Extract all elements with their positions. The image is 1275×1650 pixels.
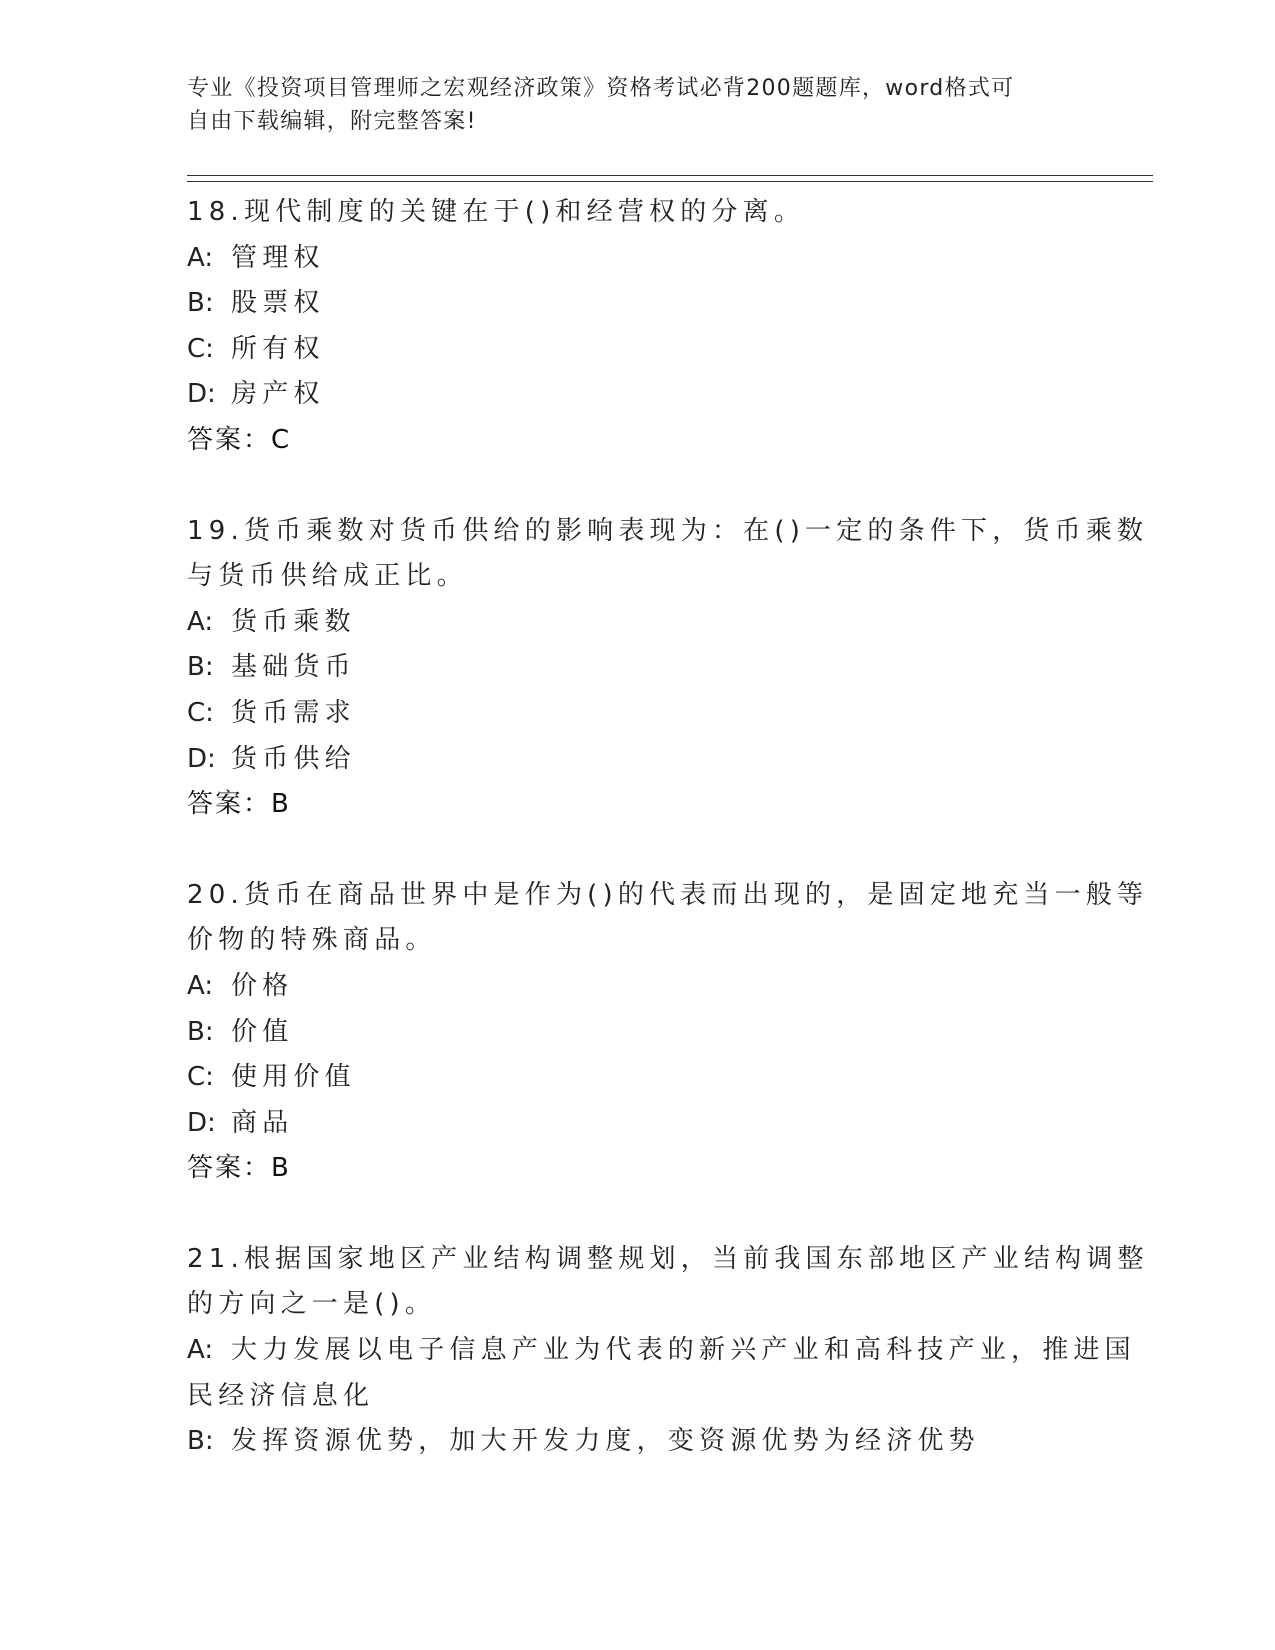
divider-line-bottom	[187, 181, 1153, 182]
option-text: 大力发展以电子信息产业为代表的新兴产业和高科技产业，推进国	[231, 1335, 1136, 1366]
option-text: 管理权	[231, 242, 325, 273]
option-key: B:	[187, 1426, 214, 1457]
question-stem-line: 20.货币在商品世界中是作为()的代表而出现的，是固定地充当一般等	[187, 879, 1149, 910]
option-text: 民经济信息化	[187, 1380, 375, 1411]
option-key: B:	[187, 288, 214, 319]
divider-line-top	[187, 175, 1153, 176]
option-key: D:	[187, 743, 216, 774]
option-line	[187, 737, 1087, 783]
question-block	[187, 873, 1149, 1192]
option-key: D:	[187, 379, 216, 410]
option-text: 价值	[231, 1016, 294, 1047]
option-text: 使用价值	[231, 1062, 356, 1093]
option-text: 所有权	[231, 333, 325, 364]
question-stem-line: 18.现代制度的关键在于()和经营权的分离。	[187, 197, 806, 227]
option-key: C:	[187, 697, 214, 728]
option-key: D:	[187, 1107, 216, 1138]
option-line	[187, 236, 1087, 282]
option-text: 商品	[231, 1107, 294, 1138]
option-text: 价格	[231, 970, 294, 1001]
option-line	[187, 372, 1087, 418]
option-key: A:	[187, 242, 214, 273]
option-key: C:	[187, 333, 214, 364]
question-list	[187, 190, 1149, 1510]
option-line	[187, 645, 1087, 691]
option-key: C:	[187, 1062, 214, 1093]
question-block	[187, 1237, 1149, 1465]
option-line	[187, 1010, 1087, 1056]
answer-line: 答案：C	[187, 424, 292, 455]
option-text: 货币需求	[231, 697, 356, 728]
header-line-2: 自由下载编辑，附完整答案!	[187, 109, 477, 134]
document-header	[187, 72, 1087, 138]
answer-line: 答案：B	[187, 789, 291, 820]
option-line	[187, 1101, 1087, 1147]
option-line	[187, 1374, 1087, 1420]
option-line	[187, 1328, 1136, 1374]
option-text: 发挥资源优势，加大开发力度，变资源优势为经济优势	[231, 1426, 980, 1457]
question-stem-line: 的方向之一是()。	[187, 1289, 437, 1320]
question-block	[187, 509, 1149, 828]
header-line-1: 专业《投资项目管理师之宏观经济政策》资格考试必背200题题库，word格式可	[187, 76, 1015, 101]
question-stem-line: 与货币供给成正比。	[187, 561, 468, 592]
option-key: B:	[187, 652, 214, 683]
option-line	[187, 964, 1087, 1010]
option-line	[187, 281, 1087, 327]
answer-line: 答案：B	[187, 1153, 291, 1184]
option-text: 房产权	[231, 379, 325, 410]
question-block	[187, 190, 1087, 464]
option-key: A:	[187, 970, 214, 1001]
question-stem-line: 19.货币乘数对货币供给的影响表现为：在()一定的条件下，货币乘数	[187, 515, 1149, 546]
option-text: 股票权	[231, 288, 325, 319]
option-line	[187, 600, 1087, 646]
option-key: A:	[187, 606, 214, 637]
question-stem-line: 价物的特殊商品。	[187, 925, 437, 956]
option-text: 货币乘数	[231, 606, 356, 637]
option-text: 基础货币	[231, 652, 356, 683]
option-line	[187, 1055, 1087, 1101]
option-text: 货币供给	[231, 743, 356, 774]
option-key: B:	[187, 1016, 214, 1047]
option-key: A:	[187, 1335, 214, 1366]
option-line	[187, 1419, 1087, 1465]
option-line	[187, 327, 1087, 373]
option-line	[187, 691, 1087, 737]
question-stem-line: 21.根据国家地区产业结构调整规划，当前我国东部地区产业结构调整	[187, 1243, 1149, 1274]
